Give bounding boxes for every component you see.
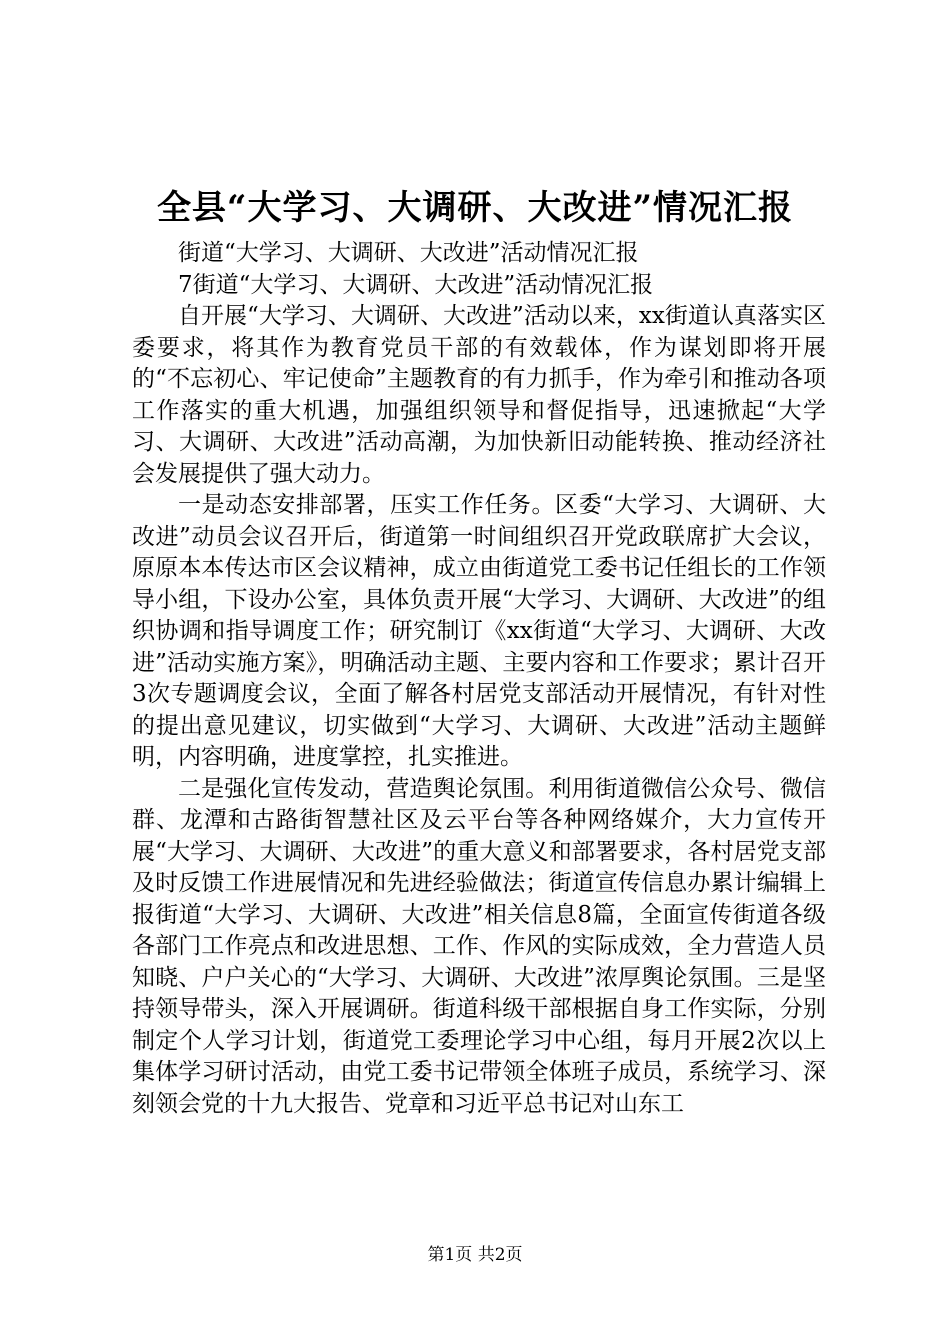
paragraph-intro: 自开展“大学习、大调研、大改进”活动以来，xx街道认真落实区委要求，将其作为教育党员干部的有效载体，作为谋划即将开展的“不忘初心、牢记使命”主题教育的有力抓手，作为牵引和推动各项工作落实的重大机遇，加强组织领导和督促指导，迅速掀起“大学习、大调研、大改进”活动高潮，为加快新旧动能转换、推动经济社会发展提供了强大动力。 bbox=[132, 303, 826, 487]
paragraph-publicity: 二是强化宣传发动，营造舆论氛围。利用街道微信公众号、微信群、龙潭和古路街智慧社区及云平台等各种网络媒介，大力宣传开展“大学习、大调研、大改进”的重大意义和部署要求，各村居党支部及时反馈工作进展情况和先进经验做法；街道宣传信息办累计编辑上报街道“大学习、大调研、大改进”相关信息8篇，全面宣传街道各级各部门工作亮点和改进思想、工作、作风的实际成效，全力营造人员知晓、户户关心的“大学习、大调研、大改进”浓厚舆论氛围。三是坚持领导带头，深入开展调研。街道科级干部根据自身工作实际，分别制定个人学习计划，街道党工委理论学习中心组，每月开展2次以上集体学习研讨活动，由党工委书记带领全体班子成员，系统学习、深刻领会党的十九大报告、党章和习近平总书记对山东工 bbox=[132, 775, 826, 1117]
document-body bbox=[132, 238, 826, 1120]
paragraph-deployment: 一是动态安排部署，压实工作任务。区委“大学习、大调研、大改进”动员会议召开后，街道第一时间组织召开党政联席扩大会议，原原本本传达市区会议精神，成立由街道党工委书记任组长的工作领导小组，下设办公室，具体负责开展“大学习、大调研、大改进”的组织协调和指导调度工作；研究制订《xx街道“大学习、大调研、大改进”活动实施方案》，明确活动主题、主要内容和工作要求；累计召开3次专题调度会议，全面了解各村居党支部活动开展情况，有针对性的提出意见建议，切实做到“大学习、大调研、大改进”活动主题鲜明，内容明确，进度掌控，扎实推进。 bbox=[132, 492, 826, 770]
subtitle-line-1: 街道“大学习、大调研、大改进”活动情况汇报 bbox=[178, 240, 639, 266]
subtitle-line-2: 7街道“大学习、大调研、大改进”活动情况汇报 bbox=[178, 271, 654, 298]
page-number-footer: 第1页 共2页 bbox=[427, 1245, 523, 1265]
document-title: 全县“大学习、大调研、大改进”情况汇报 bbox=[156, 188, 794, 228]
